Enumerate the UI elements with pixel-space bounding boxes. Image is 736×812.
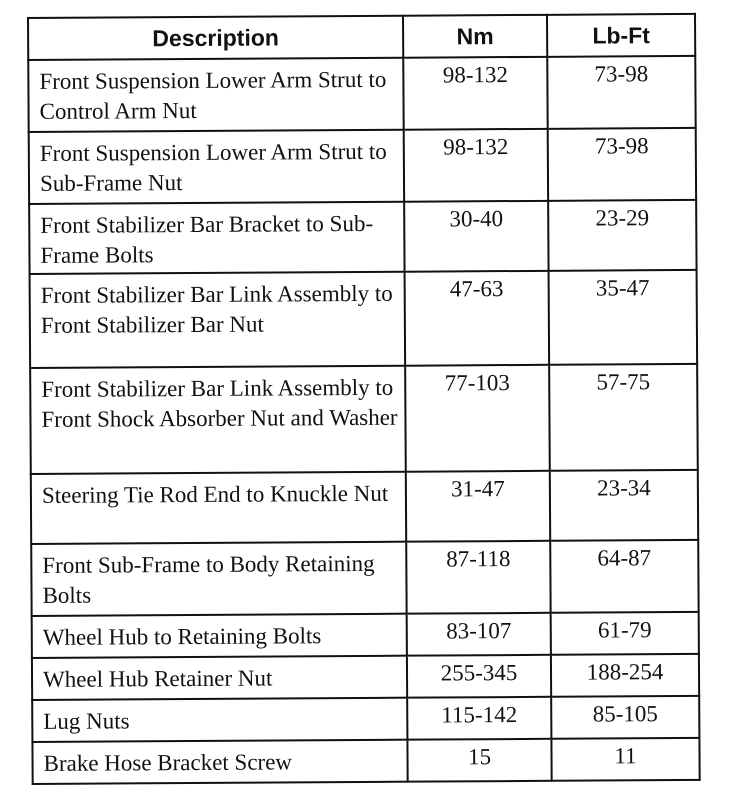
table-row [31,470,698,544]
row-nm: 83-107 [407,613,551,656]
row-nm: 77-103 [405,365,550,472]
torque-spec-table [27,13,701,785]
table-row [29,128,696,204]
row-lbft: 64-87 [550,540,698,613]
row-description: Wheel Hub to Retaining Bolts [32,614,407,658]
row-lbft: 23-34 [550,470,698,541]
row-nm: 98-132 [403,57,547,130]
table-row [29,200,696,274]
row-lbft: 73-98 [547,56,695,129]
row-nm: 115-142 [407,697,551,740]
row-nm: 31-47 [406,471,550,542]
table-row [31,540,698,616]
row-description: Steering Tie Rod End to Knuckle Nut [31,472,406,544]
row-lbft: 23-29 [548,200,696,271]
row-nm: 87-118 [406,541,550,614]
torque-spec-table-container [27,17,694,785]
table-row [32,654,699,700]
row-nm: 255-345 [407,655,551,698]
row-description: Front Sub-Frame to Body Retaining Bolts [31,542,406,616]
row-nm: 15 [407,739,551,782]
header-description: Description [28,16,403,60]
row-description: Brake Hose Bracket Screw [32,740,407,784]
row-description: Lug Nuts [32,698,407,742]
row-description: Front Stabilizer Bar Link Assembly to Front Stabilizer Bar Nut [30,272,406,368]
row-description: Front Suspension Lower Arm Strut to Sub-Frame Nut [29,130,404,204]
header-nm: Nm [403,15,547,58]
table-row [32,612,699,658]
row-nm: 47-63 [405,271,550,366]
table-row [30,270,698,368]
header-lbft: Lb-Ft [547,14,695,57]
row-lbft: 11 [551,738,699,781]
table-row [32,696,699,742]
table-row [28,56,695,132]
table-row [30,364,698,474]
row-nm: 98-132 [404,129,548,202]
row-lbft: 35-47 [549,270,698,365]
row-lbft: 73-98 [548,128,696,201]
row-nm: 30-40 [404,201,548,272]
row-description: Wheel Hub Retainer Nut [32,656,407,700]
row-lbft: 85-105 [551,696,699,739]
header-row [28,14,695,60]
row-description: Front Suspension Lower Arm Strut to Control Arm Nut [28,58,403,132]
row-lbft: 61-79 [551,612,699,655]
row-lbft: 57-75 [549,364,698,471]
row-description: Front Stabilizer Bar Bracket to Sub-Frame Bolts [29,202,404,274]
row-lbft: 188-254 [551,654,699,697]
row-description: Front Stabilizer Bar Link Assembly to Front Shock Absorber Nut and Washer [30,366,406,474]
table-row [32,738,699,784]
